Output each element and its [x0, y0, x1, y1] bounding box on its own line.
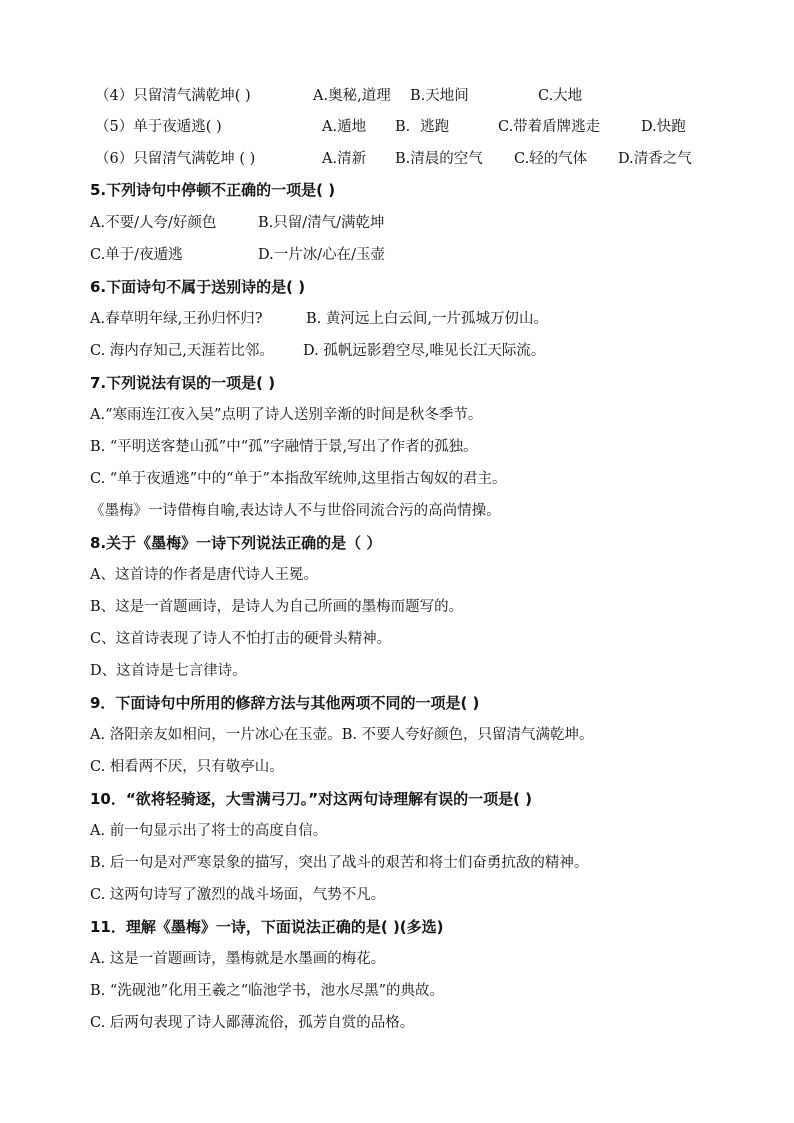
q7-option-a[interactable]: A.“寒雨连江夜入吴”点明了诗人送别辛渐的时间是秋冬季节。 [90, 407, 483, 423]
q8-option-b[interactable]: B、这是一首题画诗，是诗人为自己所画的墨梅而题写的。 [90, 599, 464, 615]
q8-option-a[interactable]: A、这首诗的作者是唐代诗人王冕。 [90, 567, 318, 583]
q4-item-4-option-b[interactable]: B.天地间 [410, 88, 469, 104]
q5-option-d[interactable]: D.一片冰/心在/玉壶 [258, 247, 385, 263]
q10-option-b[interactable]: B. 后一句是对严寒景象的描写，突出了战斗的艰苦和将士们奋勇抗敌的精神。 [90, 855, 589, 871]
q5-option-a[interactable]: A.不要/人夸/好颜色 [90, 215, 217, 231]
q6-option-c[interactable]: C. 海内存知己,天涯若比邻。 [90, 343, 274, 359]
q6-option-a[interactable]: A.春草明年绿,王孙归怀归? [90, 311, 263, 327]
q8-option-c[interactable]: C、这首诗表现了诗人不怕打击的硬骨头精神。 [90, 631, 392, 647]
q9-option-ab[interactable]: A. 洛阳亲友如相问，一片冰心在玉壶。B. 不要人夸好颜色，只留清气满乾坤。 [90, 727, 594, 743]
q11-title: 11．理解《墨梅》一诗，下面说法正确的是( )(多选) [90, 918, 444, 936]
q4-item-6-stem: （6）只留清气满乾坤 ( ) [95, 151, 256, 167]
q9-title: 9．下面诗句中所用的修辞方法与其他两项不同的一项是( ) [90, 694, 480, 712]
q7-option-d[interactable]: 《墨梅》一诗借梅自喻,表达诗人不与世俗同流合污的高尚情操。 [90, 503, 501, 519]
q4-item-6-option-c[interactable]: C.轻的气体 [514, 151, 588, 167]
q4-item-5-stem: （5）单于夜遁逃( ) [95, 119, 222, 135]
q6-option-d[interactable]: D. 孤帆远影碧空尽,唯见长江天际流。 [303, 343, 546, 359]
q5-title: 5.下列诗句中停顿不正确的一项是( ) [90, 181, 336, 199]
q10-title: 10．“欲将轻骑逐，大雪满弓刀。”对这两句诗理解有误的一项是( ) [90, 790, 533, 808]
q9-option-c[interactable]: C. 相看两不厌，只有敬亭山。 [90, 759, 284, 775]
q4-item-5-option-a[interactable]: A.遁地 [322, 119, 367, 135]
q8-option-d[interactable]: D、这首诗是七言律诗。 [90, 663, 247, 679]
q4-item-4-stem: （4）只留清气满乾坤( ) [95, 88, 251, 104]
q4-item-6-option-b[interactable]: B.清晨的空气 [395, 151, 483, 167]
q7-option-c[interactable]: C. “单于夜遁逃”中的“单于”本指敌军统帅,这里指古匈奴的君主。 [90, 471, 507, 487]
q7-option-b[interactable]: B. “平明送客楚山孤”中“孤”字融情于景,写出了作者的孤独。 [90, 439, 478, 455]
q10-option-a[interactable]: A. 前一句显示出了将士的高度自信。 [90, 823, 328, 839]
q4-item-5-option-c[interactable]: C.带着盾牌逃走 [498, 119, 601, 135]
q5-option-b[interactable]: B.只留/清气/满乾坤 [258, 215, 385, 231]
q6-title: 6.下面诗句不属于送别诗的是( ) [90, 278, 306, 296]
q4-item-4-option-c[interactable]: C.大地 [538, 88, 583, 104]
q11-option-c[interactable]: C. 后两句表现了诗人鄙薄流俗，孤芳自赏的品格。 [90, 1015, 415, 1031]
q8-title: 8.关于《墨梅》一诗下列说法正确的是（ ） [90, 534, 382, 552]
q4-item-6-option-d[interactable]: D.清香之气 [618, 151, 692, 167]
q4-item-5-option-d[interactable]: D.快跑 [641, 119, 686, 135]
q4-item-4-option-a[interactable]: A.奥秘,道理 [313, 88, 391, 104]
q11-option-b[interactable]: B. “洗砚池”化用王羲之“临池学书，池水尽黑”的典故。 [90, 983, 445, 999]
q6-option-b[interactable]: B. 黄河远上白云间,一片孤城万仞山。 [306, 311, 548, 327]
q11-option-a[interactable]: A. 这是一首题画诗，墨梅就是水墨画的梅花。 [90, 951, 386, 967]
q7-title: 7.下列说法有误的一项是( ) [90, 374, 276, 392]
q5-option-c[interactable]: C.单于/夜遁逃 [90, 247, 183, 263]
q10-option-c[interactable]: C. 这两句诗写了激烈的战斗场面，气势不凡。 [90, 887, 386, 903]
q4-item-6-option-a[interactable]: A.清新 [322, 151, 367, 167]
q4-item-5-option-b[interactable]: B．逃跑 [395, 119, 450, 135]
